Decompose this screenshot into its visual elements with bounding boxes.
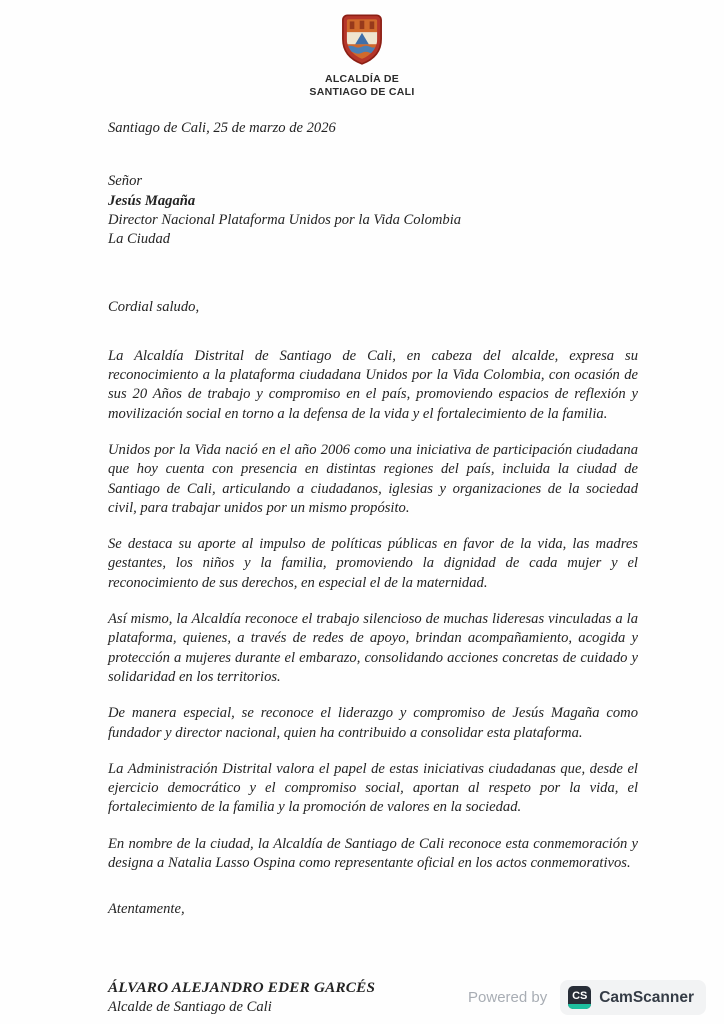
camscanner-brand-label: CamScanner — [599, 988, 694, 1006]
camscanner-logo-letters: CS — [572, 989, 588, 1002]
closing: Atentamente, — [108, 901, 185, 918]
recipient-block — [108, 172, 638, 249]
recipient-city: La Ciudad — [108, 231, 171, 248]
paragraph: Unidos por la Vida nació en el año 2006 como una iniciativa de participación ciudadana que hoy cuenta con presencia en distintas regiones del país, incluida la ciudad de Santiago de Cali, articulando a ciudadanos, iglesias y organizaciones de la sociedad civil, para trabajar unidos por un mismo propósito. — [108, 441, 638, 516]
org-name-line1: ALCALDÍA DE — [324, 73, 400, 85]
paragraph: Así mismo, la Alcaldía reconoce el trabajo silencioso de muchas lideresas vinculadas a la plataforma, quienes, a través de redes de apoyo, brindan acompañamiento, acogida y protección a mujeres durante el embarazo, consolidando acciones concretas de cuidado y solidaridad en los territorios. — [108, 611, 638, 685]
paragraph: La Alcaldía Distrital de Santiago de Cali, en cabeza del alcalde, expresa su reconocimiento a la plataforma ciudadana Unidos por la Vida Colombia, con ocasión de sus 20 Años de trabajo y compromiso en el país, promoviendo espacios de reflexión y movilización social en torno a la defensa de la vida y el fortalecimiento de la familia. — [108, 347, 638, 422]
letter-body — [0, 119, 724, 1017]
paragraph: Se destaca su aporte al impulso de políticas públicas en favor de la vida, las madres gestantes, los niños y la familia, promoviendo la dignidad de cada mujer y el reconocimiento de sus derechos, en especial el de la maternidad. — [108, 536, 638, 591]
paragraph: En nombre de la ciudad, la Alcaldía de Santiago de Cali reconoce esta conmemoración y designa a Natalia Lasso Ospina como representante oficial en los actos conmemorativos. — [108, 835, 638, 872]
paragraph: De manera especial, se reconoce el liderazgo y compromiso de Jesús Magaña como fundador y director nacional, quien ha contribuido a consolidar esta plataforma. — [108, 705, 638, 741]
signer-name: ÁLVARO ALEJANDRO EDER GARCÉS — [108, 978, 376, 996]
letterhead — [0, 0, 724, 98]
greeting: Cordial saludo, — [108, 299, 200, 316]
paragraphs — [108, 347, 638, 874]
camscanner-badge[interactable] — [560, 980, 706, 1015]
recipient-salutation: Señor — [108, 173, 143, 190]
recipient-name: Jesús Magaña — [108, 192, 196, 209]
signer-title: Alcalde de Santiago de Cali — [108, 998, 272, 1015]
camscanner-logo-icon — [568, 986, 591, 1009]
paragraph: La Administración Distrital valora el papel de estas iniciativas ciudadanas que, desde el ejercicio democrático y el compromiso social, aportan al respeto por la vida, el fortalecimiento de la familia y la promoción de valores en la sociedad. — [108, 760, 638, 816]
recipient-title: Director Nacional Plataforma Unidos por la Vida Colombia — [108, 211, 462, 228]
org-name-line2: SANTIAGO DE CALI — [309, 85, 415, 98]
camscanner-watermark — [468, 980, 706, 1015]
date-line: Santiago de Cali, 25 de marzo de 2026 — [108, 120, 336, 136]
cali-coat-of-arms-icon — [339, 13, 385, 65]
org-name — [0, 73, 724, 98]
powered-by-label: Powered by — [468, 989, 548, 1006]
